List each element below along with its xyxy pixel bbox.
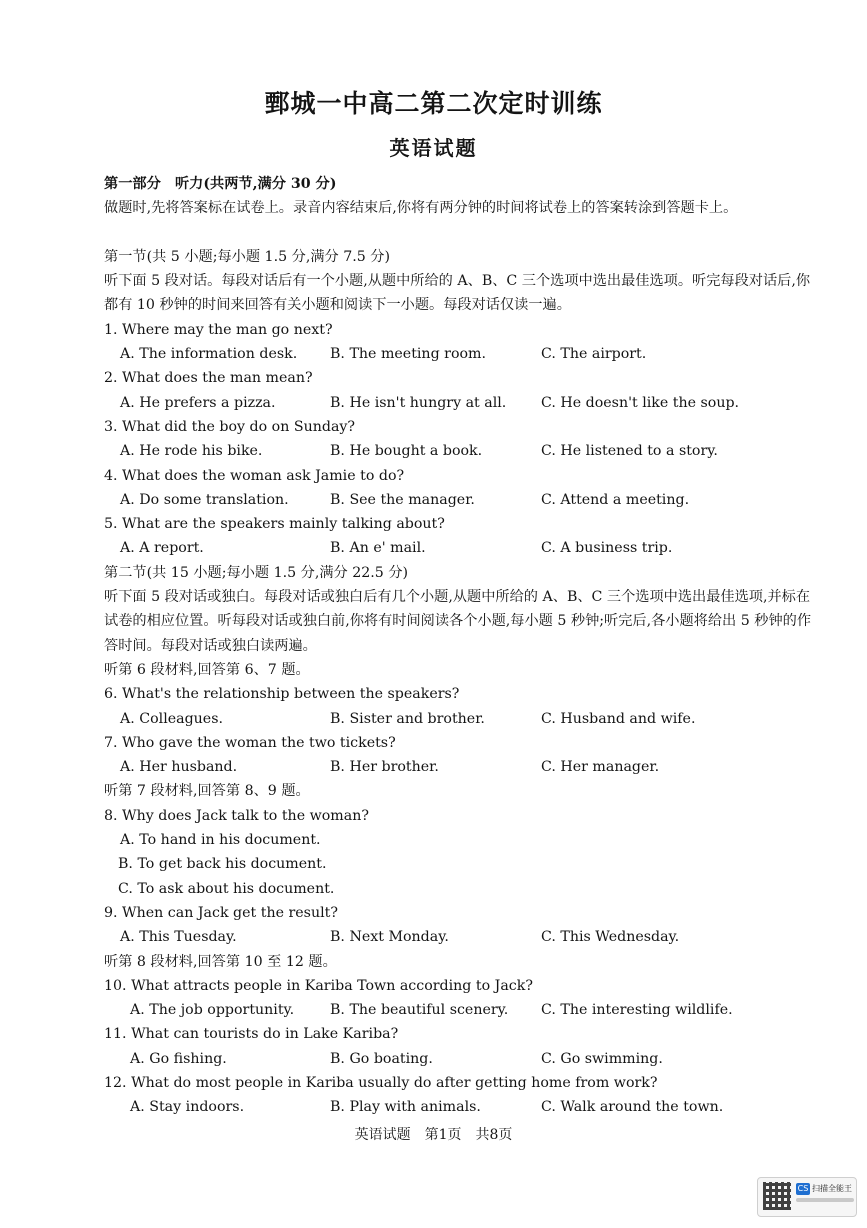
question-7-options [104, 755, 824, 779]
question-6-option-c: C. Husband and wife. [541, 710, 696, 727]
exam-title: 鄄城一中高二第二次定时训练 [264, 89, 603, 118]
question-2-options [104, 391, 824, 415]
question-1: 1. Where may the man go next? [104, 321, 333, 338]
question-11-option-b: B. Go boating. [330, 1050, 433, 1067]
question-12: 12. What do most people in Kariba usually do after getting home from work? [104, 1074, 658, 1091]
scanner-app-name: 扫描全能王 [812, 1184, 852, 1193]
exam-content [104, 172, 824, 1120]
question-9-options [104, 925, 824, 949]
part1-heading: 第一部分 听力(共两节,满分 30 分) [104, 176, 337, 192]
question-9: 9. When can Jack get the result? [104, 904, 338, 921]
question-10: 10. What attracts people in Kariba Town according to Jack? [104, 977, 533, 994]
question-10-option-a: A. The job opportunity. [130, 1002, 295, 1019]
question-4-option-c: C. Attend a meeting. [541, 491, 690, 508]
question-10-option-b: B. The beautiful scenery. [330, 1002, 509, 1019]
question-7-option-c: C. Her manager. [541, 759, 660, 776]
question-9-option-b: B. Next Monday. [330, 929, 449, 946]
question-11: 11. What can tourists do in Lake Kariba? [104, 1026, 399, 1043]
question-11-options [104, 1047, 824, 1071]
question-6-option-b: B. Sister and brother. [330, 710, 485, 727]
question-11-option-a: A. Go fishing. [130, 1050, 227, 1067]
question-1-option-b: B. The meeting room. [330, 346, 486, 363]
question-8-option-a: A. To hand in his document. [120, 832, 321, 849]
question-8-option-c: C. To ask about his document. [118, 880, 335, 897]
section2-instructions: 听下面 5 段对话或独白。每段对话或独白后有几个小题,从题中所给的 A、B、C 三个选项中选出最佳选项,并标在试卷的相应位置。听每段对话或独白前,你将有时间阅读各个小题,每小题 5 秒钟;听完后,各小题将给出 5 秒钟的作答时间。每段对话或独白读两遍。 [104, 589, 812, 654]
exam-subtitle: 英语试题 [389, 136, 478, 160]
question-5-option-c: C. A business trip. [541, 540, 673, 557]
question-6-options [104, 707, 824, 731]
question-12-option-c: C. Walk around the town. [541, 1099, 724, 1116]
question-1-option-c: C. The airport. [541, 346, 647, 363]
question-7: 7. Who gave the woman the two tickets? [104, 734, 396, 751]
question-1-options [104, 342, 824, 366]
material-8-note: 听第 8 段材料,回答第 10 至 12 题。 [104, 953, 337, 970]
question-12-option-b: B. Play with animals. [330, 1099, 481, 1116]
camscanner-logo-icon: CS [797, 1184, 809, 1193]
question-4-option-b: B. See the manager. [330, 491, 475, 508]
section2-heading: 第二节(共 15 小题;每小题 1.5 分,满分 22.5 分) [104, 564, 409, 581]
question-5: 5. What are the speakers mainly talking about? [104, 516, 445, 533]
question-4-option-a: A. Do some translation. [120, 491, 289, 508]
question-4-options [104, 488, 824, 512]
question-5-option-b: B. An e' mail. [330, 540, 426, 557]
question-6: 6. What's the relationship between the speakers? [104, 686, 460, 703]
question-3: 3. What did the boy do on Sunday? [104, 418, 356, 435]
question-10-options [104, 998, 824, 1022]
question-12-options [104, 1095, 824, 1119]
question-2-option-a: A. He prefers a pizza. [120, 394, 276, 411]
page-footer: 英语试题 第1页 共8页 [354, 1127, 513, 1143]
question-3-option-b: B. He bought a book. [330, 443, 483, 460]
question-12-option-a: A. Stay indoors. [130, 1099, 245, 1116]
question-3-options [104, 439, 824, 463]
scanner-tagline-bar [796, 1198, 854, 1202]
question-5-option-a: A. A report. [120, 540, 204, 557]
question-9-option-c: C. This Wednesday. [541, 929, 680, 946]
section1-instructions: 听下面 5 段对话。每段对话后有一个小题,从题中所给的 A、B、C 三个选项中选出最佳选项。听完每段对话后,你都有 10 秒钟的时间来回答有关小题和阅读下一小题。每段对话仅读一遍。 [104, 273, 811, 314]
question-1-option-a: A. The information desk. [120, 346, 298, 363]
question-7-option-b: B. Her brother. [330, 759, 439, 776]
question-2: 2. What does the man mean? [104, 370, 313, 387]
question-2-option-c: C. He doesn't like the soup. [541, 394, 740, 411]
question-9-option-a: A. This Tuesday. [120, 929, 237, 946]
question-2-option-b: B. He isn't hungry at all. [330, 394, 507, 411]
question-7-option-a: A. Her husband. [120, 759, 238, 776]
question-8: 8. Why does Jack talk to the woman? [104, 807, 369, 824]
part1-instructions: 做题时,先将答案标在试卷上。录音内容结束后,你将有两分钟的时间将试卷上的答案转涂到答题卡上。 [104, 200, 738, 217]
question-4: 4. What does the woman ask Jamie to do? [104, 467, 405, 484]
question-8-option-b: B. To get back his document. [118, 856, 327, 873]
scanner-watermark [757, 1177, 857, 1217]
question-10-option-c: C. The interesting wildlife. [541, 1002, 733, 1019]
section1-heading: 第一节(共 5 小题;每小题 1.5 分,满分 7.5 分) [104, 248, 391, 265]
question-11-option-c: C. Go swimming. [541, 1050, 663, 1067]
question-6-option-a: A. Colleagues. [120, 710, 223, 727]
question-3-option-c: C. He listened to a story. [541, 443, 718, 460]
material-7-note: 听第 7 段材料,回答第 8、9 题。 [104, 783, 310, 800]
question-3-option-a: A. He rode his bike. [120, 443, 263, 460]
qr-code-icon [763, 1182, 791, 1210]
question-5-options [104, 536, 824, 560]
material-6-note: 听第 6 段材料,回答第 6、7 题。 [104, 661, 310, 678]
